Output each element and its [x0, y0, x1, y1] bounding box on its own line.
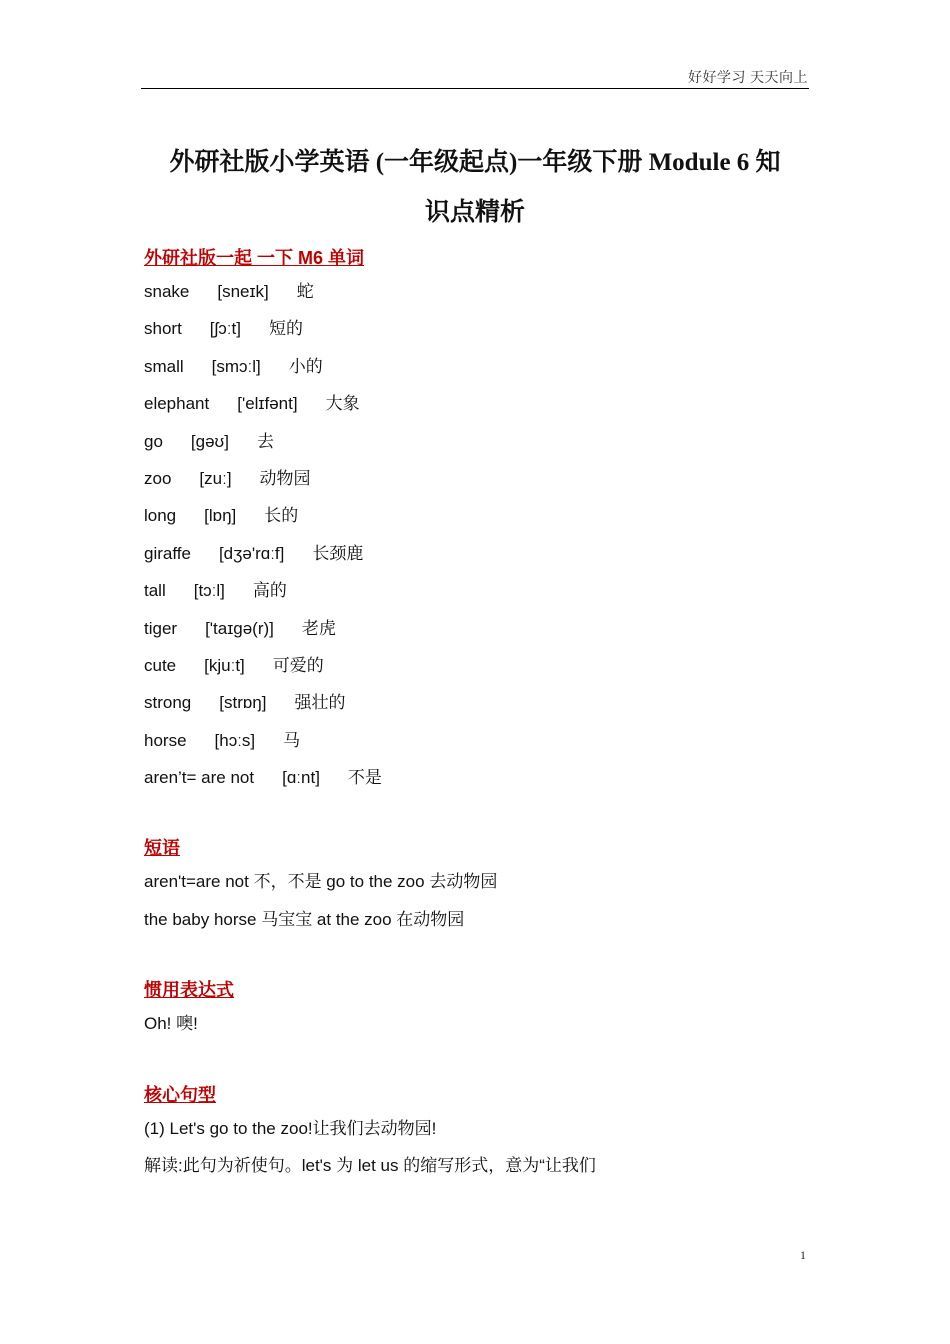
vocab-meaning: 小的	[288, 356, 323, 377]
vocab-phonetic: [hɔːs]	[214, 730, 256, 750]
vocab-phonetic: ['elɪfənt]	[237, 394, 298, 414]
vocab-word: giraffe	[144, 543, 191, 563]
vocab-phonetic: [smɔːl]	[211, 356, 261, 376]
vocab-meaning: 蛇	[296, 282, 314, 302]
vocab-phonetic: [kjuːt]	[204, 655, 245, 675]
vocab-item	[144, 385, 804, 422]
vocab-phonetic: [ɑːnt]	[282, 768, 320, 788]
vocab-item	[144, 348, 804, 385]
vocab-word: zoo	[144, 468, 172, 488]
phrase-line: the baby horse 马宝宝 at the zoo 在动物园	[144, 909, 465, 929]
vocab-meaning: 去	[256, 431, 274, 452]
vocab-item	[144, 273, 804, 310]
title-line-2: 识点精析	[424, 199, 525, 226]
vocab-meaning: 强壮的	[294, 693, 346, 714]
vocab-meaning: 动物园	[259, 468, 311, 489]
vocab-list	[144, 273, 804, 796]
page-title	[141, 138, 809, 238]
vocab-item	[144, 610, 804, 647]
vocab-item	[144, 535, 804, 572]
vocab-item	[144, 310, 804, 347]
vocab-word: short	[144, 319, 182, 339]
sentence-line: (1) Let's go to the zoo!让我们去动物园!	[144, 1118, 437, 1138]
vocab-phonetic: [tɔːl]	[193, 581, 225, 601]
vocab-word: snake	[144, 282, 190, 301]
vocab-item	[144, 572, 804, 609]
vocab-item	[144, 722, 804, 759]
vocab-word: elephant	[144, 394, 210, 414]
vocab-word: cute	[144, 655, 177, 675]
phrases-heading: 短语	[144, 838, 180, 859]
vocab-word: horse	[144, 730, 187, 750]
vocab-word: tiger	[144, 618, 178, 638]
vocab-item	[144, 759, 804, 796]
vocab-word: strong	[144, 693, 192, 713]
vocab-meaning: 不是	[347, 768, 382, 789]
vocab-meaning: 马	[283, 730, 301, 751]
document-body	[144, 243, 804, 1184]
header-slogan: 好好学习 天天向上	[688, 71, 808, 86]
vocab-word: aren’t= are not	[144, 768, 255, 788]
vocab-word: long	[144, 506, 177, 526]
vocab-phonetic: [ʃɔːt]	[209, 319, 241, 339]
vocab-item	[144, 423, 804, 460]
vocab-item	[144, 460, 804, 497]
vocab-word: go	[144, 431, 163, 451]
phrase-line: aren't=are not 不，不是 go to the zoo 去动物园	[144, 872, 498, 892]
vocab-meaning: 高的	[252, 581, 287, 602]
expressions-heading: 惯用表达式	[144, 980, 234, 1001]
vocab-meaning: 短的	[268, 319, 303, 340]
vocab-phonetic: [strɒŋ]	[219, 693, 267, 713]
sentence-explanation: 解读:此句为祈使句。let's 为 let us 的缩写形式，意为“让我们	[144, 1156, 596, 1176]
vocab-meaning: 可爱的	[272, 655, 324, 676]
vocab-item	[144, 684, 804, 721]
section-spacer	[144, 796, 804, 833]
vocab-meaning: 长的	[264, 506, 299, 527]
vocab-meaning: 老虎	[301, 618, 336, 639]
section-spacer	[144, 938, 804, 975]
vocab-phonetic: [sneɪk]	[217, 282, 269, 301]
expression-line: Oh! 噢!	[144, 1014, 198, 1034]
section-spacer	[144, 1043, 804, 1080]
vocab-phonetic: [zuː]	[199, 468, 232, 488]
vocab-word: small	[144, 356, 184, 376]
vocab-heading: 外研社版一起 一下 M6 单词	[144, 248, 365, 268]
page-number: 1	[800, 1248, 806, 1262]
vocab-phonetic: [lɒŋ]	[204, 506, 237, 526]
vocab-phonetic: [dʒə'rɑːf]	[218, 543, 285, 563]
vocab-item	[144, 647, 804, 684]
vocab-phonetic: [ɡəʊ]	[190, 431, 229, 451]
vocab-meaning: 大象	[325, 394, 360, 415]
vocab-phonetic: ['taɪɡə(r)]	[205, 618, 274, 638]
vocab-item	[144, 497, 804, 534]
title-line-1: 外研社版小学英语 (一年级起点)一年级下册 Module 6 知	[169, 149, 781, 176]
sentences-heading: 核心句型	[144, 1084, 216, 1105]
vocab-word: tall	[144, 581, 166, 601]
vocab-meaning: 长颈鹿	[312, 543, 364, 564]
header-divider	[141, 88, 809, 89]
